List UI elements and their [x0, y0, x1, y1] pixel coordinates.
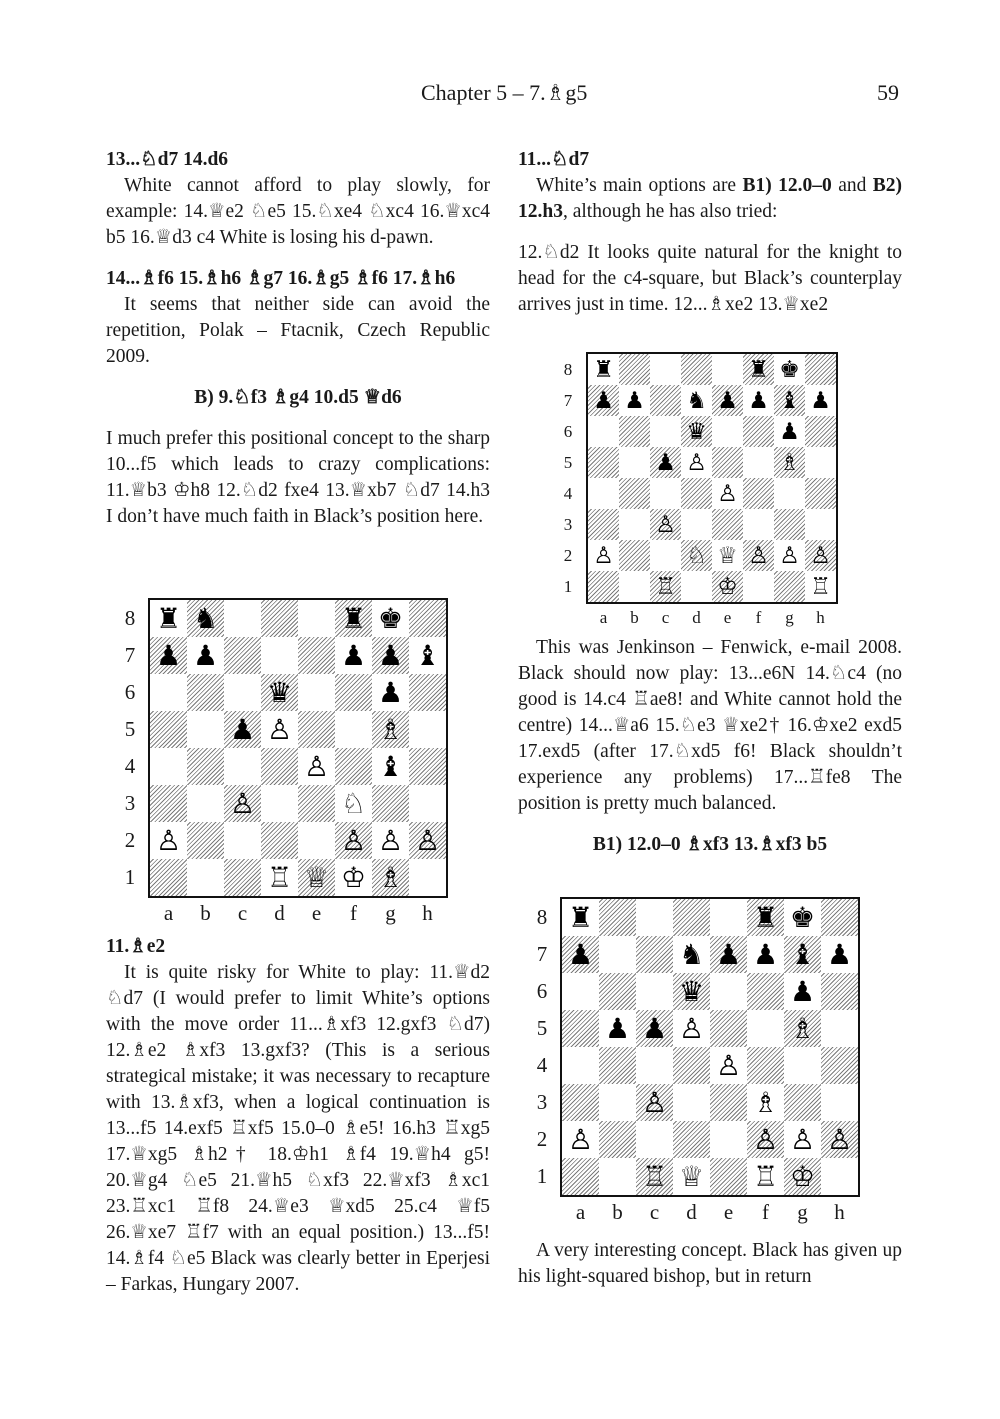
right-column-top: [518, 147, 902, 318]
board-square: [636, 1121, 673, 1158]
board-square: [588, 478, 619, 509]
board-square: [619, 571, 650, 602]
board-square: [150, 674, 187, 711]
paragraph: 12.♘d2 It looks quite natural for the knight to head for the c4-square, but Black’s counterplay arrives just in time. 12...♗xe2 13.♕xe2: [518, 242, 902, 315]
chess-piece: ♙: [340, 824, 367, 857]
chess-piece: ♟: [810, 387, 831, 414]
right-column-bottom: [518, 1238, 902, 1290]
board-square: [261, 785, 298, 822]
board-square: [650, 540, 681, 571]
rank-label: 7: [536, 942, 548, 966]
board-square: [224, 859, 261, 896]
board-square: [673, 899, 710, 936]
spacer: [518, 817, 902, 832]
board-square: [673, 1047, 710, 1084]
chess-piece: ♔: [340, 861, 367, 894]
chess-piece: ♞: [686, 387, 707, 414]
board-square: [187, 785, 224, 822]
board-square: [673, 1084, 710, 1121]
chess-piece: ♞: [192, 602, 219, 635]
chess-piece: ♖: [641, 1160, 668, 1193]
board-square: [712, 416, 743, 447]
board-square: [588, 447, 619, 478]
chess-board: [586, 352, 838, 604]
board-square: [619, 540, 650, 571]
board-square: [562, 973, 599, 1010]
board-square: [409, 785, 446, 822]
rank-label: 8: [563, 359, 573, 379]
board-square: [619, 447, 650, 478]
text-run: and: [831, 175, 873, 196]
board-square: [588, 509, 619, 540]
variation-ref: B2) 12.h3: [518, 175, 902, 222]
board-square: [261, 637, 298, 674]
board-square: [710, 1158, 747, 1195]
board-square: [187, 859, 224, 896]
rank-label: 2: [563, 545, 573, 565]
chess-piece: ♜: [567, 901, 594, 934]
chess-piece: ♘: [686, 542, 707, 569]
rank-label: 4: [124, 754, 136, 778]
board-square: [743, 447, 774, 478]
board-square: [743, 571, 774, 602]
board-square: [821, 1047, 858, 1084]
board-square: [224, 637, 261, 674]
board-square: [588, 571, 619, 602]
board-square: [743, 509, 774, 540]
file-label: d: [274, 901, 285, 925]
rank-label: 6: [563, 421, 573, 441]
chess-piece: ♜: [340, 602, 367, 635]
chess-piece: ♟: [789, 975, 816, 1008]
board-square: [681, 571, 712, 602]
chess-piece: ♜: [155, 602, 182, 635]
board-square: [710, 1121, 747, 1158]
chess-piece: ♘: [340, 787, 367, 820]
paragraph: White cannot afford to play slowly, for example: 14.♕e2 ♘e5 15.♘xe4 ♘xc4 16.♕xc4 b5 16.♕d3 c4 White is losing his d-pawn.: [106, 175, 490, 248]
spacer: [106, 370, 490, 385]
board-square: [150, 859, 187, 896]
chess-piece: ♙: [303, 750, 330, 783]
rank-label: 5: [563, 452, 573, 472]
file-label: b: [612, 1200, 623, 1224]
chess-piece: ♙: [655, 511, 676, 538]
board-square: [335, 674, 372, 711]
rank-label: 3: [563, 514, 573, 534]
board-square: [650, 416, 681, 447]
paragraph: It is quite risky for White to play: 11.♕d2 ♘d7 (I would prefer to limit White’s options with the move order 11...♗xf3 12.gxf3 ♘d7) 12.♗e2 ♗xf3 13.gxf3? (This is a serious strategical mistake; it was necessary to recapture with 13.♗xf3, when a logical continuation is 13...f5 14.exf5 ♖xf5 15.0–0 ♗e5! 16.h3 ♖xg5 17.♕xg5 ♗h2† 18.♔h1 ♗f4 19.♕h4 g5! 20.♕g4 ♘e5 21.♕h5 ♘xf3 22.♕xf3 ♗xc1 23.♖xc1 ♖f8 24.♕e3 ♕xd5 25.c4 ♕f5 26.♕xe7 ♖f7 with an equal position.) 13...f5! 14.♗f4 ♘e5 Black was clearly better in Eperjesi – Farkas, Hungary 2007.: [106, 962, 490, 1295]
board-square: [224, 748, 261, 785]
chess-piece: ♟: [604, 1012, 631, 1045]
board-square: [821, 1158, 858, 1195]
board-square: [636, 973, 673, 1010]
spacer: [518, 225, 902, 240]
board-square: [747, 1010, 784, 1047]
board-square: [599, 973, 636, 1010]
board-square: [298, 785, 335, 822]
chess-piece: ♛: [686, 418, 707, 445]
chess-piece: ♙: [377, 824, 404, 857]
chess-piece: ♟: [752, 938, 779, 971]
chess-piece: ♙: [678, 1012, 705, 1045]
chess-piece: ♙: [155, 824, 182, 857]
board-square: [774, 571, 805, 602]
chess-piece: ♙: [414, 824, 441, 857]
board-square: [681, 509, 712, 540]
chess-piece: ♙: [789, 1123, 816, 1156]
board-square: [224, 822, 261, 859]
file-label: f: [755, 607, 762, 627]
board-square: [224, 600, 261, 637]
board-square: [619, 354, 650, 385]
chess-piece: ♗: [789, 1012, 816, 1045]
board-square: [599, 1121, 636, 1158]
chess-piece: ♙: [779, 542, 800, 569]
chess-piece: ♕: [303, 861, 330, 894]
chess-piece: ♟: [155, 639, 182, 672]
board-square: [372, 785, 409, 822]
variation-ref: B1) 12.0–0: [742, 175, 832, 196]
rank-label: 1: [563, 576, 573, 596]
rank-label: 8: [124, 606, 136, 630]
right-column-middle: [518, 635, 902, 858]
board-square: [805, 447, 836, 478]
chapter-title: Chapter 5 – 7.♗g5: [421, 80, 588, 105]
chess-piece: ♙: [641, 1086, 668, 1119]
rank-label: 4: [536, 1053, 548, 1077]
board-square: [562, 1010, 599, 1047]
file-label: c: [661, 607, 670, 627]
chess-piece: ♟: [715, 938, 742, 971]
chess-piece: ♙: [686, 449, 707, 476]
board-square: [712, 509, 743, 540]
rank-label: 2: [536, 1127, 548, 1151]
paragraph: This was Jenkinson – Fenwick, e-mail 2008. Black should now play: 13...e6N 14.♘c4 (no good is 14.c4 ♖ae8! and White cannot hold the centre) 14...♕a6 15.♘e3 ♕xe2† 16.♔xe2 exd5 17.exd5 (after 17.♘xd5 f6! Black shouldn’t experience any problems) 17...♖fe8 The position is pretty much balanced.: [518, 637, 902, 814]
chess-piece: ♟: [826, 938, 853, 971]
paragraph: [518, 173, 902, 225]
board-square: [298, 637, 335, 674]
chess-piece: ♟: [641, 1012, 668, 1045]
board-square: [599, 1158, 636, 1195]
chess-piece: ♗: [752, 1086, 779, 1119]
board-square: [599, 899, 636, 936]
board-square: [187, 711, 224, 748]
paragraph: I much prefer this positional concept to the sharp 10...f5 which leads to crazy complications: 11.♕b3 ♔h8 12.♘d2 fxe4 13.♕xb7 ♘d7 14.h3 I don’t have much faith in Black’s position here.: [106, 428, 490, 527]
board-square: [562, 1158, 599, 1195]
board-square: [821, 899, 858, 936]
board-square: [636, 899, 673, 936]
board-square: [650, 478, 681, 509]
chess-piece: ♖: [655, 573, 676, 600]
board-square: [712, 447, 743, 478]
board-square: [261, 822, 298, 859]
chess-piece: ♙: [752, 1123, 779, 1156]
chess-piece: ♟: [655, 449, 676, 476]
board-square: [599, 1047, 636, 1084]
chess-piece: ♔: [789, 1160, 816, 1193]
board-square: [298, 674, 335, 711]
board-square: [636, 936, 673, 973]
board-square: [187, 674, 224, 711]
chess-piece: ♗: [377, 861, 404, 894]
file-label: c: [237, 901, 248, 925]
page-number: 59: [877, 80, 899, 105]
chess-piece: ♖: [266, 861, 293, 894]
rank-label: 5: [536, 1016, 548, 1040]
board-square: [821, 1084, 858, 1121]
file-label: f: [762, 1200, 769, 1224]
rank-label: 3: [536, 1090, 548, 1114]
chess-piece: ♚: [377, 602, 404, 635]
board-square: [619, 478, 650, 509]
chess-piece: ♙: [567, 1123, 594, 1156]
file-label: h: [816, 607, 825, 627]
rank-label: 7: [124, 643, 136, 667]
board-square: [562, 1084, 599, 1121]
board-square: [710, 1084, 747, 1121]
chess-piece: ♚: [779, 356, 800, 383]
board-square: [588, 416, 619, 447]
chess-board: [148, 598, 448, 898]
file-label: g: [785, 607, 794, 627]
board-square: [784, 1084, 821, 1121]
chess-piece: ♛: [266, 676, 293, 709]
file-label: h: [834, 1200, 845, 1224]
board-square: [187, 822, 224, 859]
board-square: [650, 354, 681, 385]
chess-piece: ♜: [752, 901, 779, 934]
file-label: a: [575, 1200, 586, 1224]
chess-piece: ♕: [717, 542, 738, 569]
board-square: [805, 416, 836, 447]
board-square: [619, 509, 650, 540]
board-square: [409, 748, 446, 785]
section-heading: B) 9.♘f3 ♗g4 10.d5 ♕d6: [194, 387, 402, 408]
file-label: e: [311, 901, 322, 925]
board-square: [619, 416, 650, 447]
chess-piece: ♟: [567, 938, 594, 971]
chess-piece: ♖: [810, 573, 831, 600]
chess-piece: ♙: [715, 1049, 742, 1082]
rank-label: 7: [563, 390, 573, 410]
move-heading: 11...♘d7: [518, 149, 590, 170]
move-heading: 14...♗f6 15.♗h6 ♗g7 16.♗g5 ♗f6 17.♗h6: [106, 268, 456, 289]
move-heading: 11.♗e2: [106, 936, 166, 957]
board-square: [562, 1047, 599, 1084]
board-square: [650, 385, 681, 416]
text-run: White’s main options are: [536, 175, 743, 196]
chess-piece: ♝: [414, 639, 441, 672]
chess-piece: ♚: [789, 901, 816, 934]
chess-piece: ♗: [779, 449, 800, 476]
section-heading: B1) 12.0–0 ♗xf3 13.♗xf3 b5: [592, 834, 828, 855]
chess-piece: ♟: [717, 387, 738, 414]
board-square: [805, 354, 836, 385]
board-square: [409, 600, 446, 637]
board-square: [261, 748, 298, 785]
board-square: [743, 478, 774, 509]
file-label: b: [630, 607, 639, 627]
rank-label: 2: [124, 828, 136, 852]
board-square: [710, 973, 747, 1010]
chess-piece: ♟: [593, 387, 614, 414]
chess-piece: ♟: [779, 418, 800, 445]
board-square: [673, 1121, 710, 1158]
board-square: [150, 748, 187, 785]
chess-piece: ♛: [678, 975, 705, 1008]
board-square: [710, 899, 747, 936]
board-square: [712, 354, 743, 385]
spacer: [106, 251, 490, 266]
board-square: [805, 478, 836, 509]
board-square: [599, 1084, 636, 1121]
chess-piece: ♝: [377, 750, 404, 783]
board-square: [150, 711, 187, 748]
chess-piece: ♟: [624, 387, 645, 414]
paragraph: It seems that neither side can avoid the repetition, Polak – Ftacnik, Czech Republic 2009.: [106, 294, 490, 367]
rank-label: 1: [124, 865, 136, 889]
file-label: c: [649, 1200, 660, 1224]
chess-piece: ♟: [748, 387, 769, 414]
chess-piece: ♝: [779, 387, 800, 414]
file-label: d: [686, 1200, 697, 1224]
board-square: [298, 822, 335, 859]
board-square: [409, 674, 446, 711]
chess-piece: ♙: [826, 1123, 853, 1156]
rank-label: 3: [124, 791, 136, 815]
board-square: [224, 674, 261, 711]
board-square: [409, 859, 446, 896]
chess-piece: ♟: [340, 639, 367, 672]
board-square: [774, 478, 805, 509]
file-label: e: [723, 607, 732, 627]
chess-piece: ♕: [678, 1160, 705, 1193]
board-square: [298, 711, 335, 748]
chess-piece: ♙: [748, 542, 769, 569]
board-square: [743, 416, 774, 447]
board-square: [747, 973, 784, 1010]
board-square: [187, 748, 224, 785]
spacer: [106, 411, 490, 426]
rank-label: 6: [124, 680, 136, 704]
board-square: [599, 936, 636, 973]
board-square: [150, 785, 187, 822]
file-label: d: [692, 607, 701, 627]
file-label: g: [385, 901, 396, 925]
rank-label: 4: [563, 483, 573, 503]
board-square: [774, 509, 805, 540]
board-square: [636, 1047, 673, 1084]
chess-piece: ♙: [593, 542, 614, 569]
board-square: [681, 354, 712, 385]
chess-piece: ♟: [192, 639, 219, 672]
board-square: [298, 600, 335, 637]
chess-piece: ♟: [229, 713, 256, 746]
chess-board: [560, 897, 860, 1197]
board-square: [821, 973, 858, 1010]
board-square: [335, 748, 372, 785]
chess-piece: ♜: [593, 356, 614, 383]
rank-label: 8: [536, 905, 548, 929]
left-column-bottom: [106, 934, 490, 1298]
board-square: [821, 1010, 858, 1047]
rank-label: 5: [124, 717, 136, 741]
rank-label: 1: [536, 1164, 548, 1188]
board-square: [409, 711, 446, 748]
paragraph: A very interesting concept. Black has given up his light-squared bishop, but in return: [518, 1240, 902, 1287]
board-square: [681, 478, 712, 509]
file-label: a: [163, 901, 174, 925]
file-label: b: [200, 901, 211, 925]
board-square: [710, 1010, 747, 1047]
chess-piece: ♙: [810, 542, 831, 569]
chess-piece: ♟: [377, 676, 404, 709]
chess-piece: ♟: [377, 639, 404, 672]
board-square: [335, 711, 372, 748]
chess-piece: ♖: [752, 1160, 779, 1193]
chess-piece: ♙: [266, 713, 293, 746]
board-square: [261, 600, 298, 637]
board-square: [747, 1047, 784, 1084]
file-label: a: [599, 607, 608, 627]
file-label: h: [422, 901, 433, 925]
file-label: g: [797, 1200, 808, 1224]
chess-piece: ♝: [789, 938, 816, 971]
text-run: , although he has also tried:: [562, 201, 778, 222]
chess-piece: ♞: [678, 938, 705, 971]
chess-piece: ♜: [748, 356, 769, 383]
left-column-top: [106, 147, 490, 530]
board-square: [805, 509, 836, 540]
chess-piece: ♙: [229, 787, 256, 820]
file-label: e: [723, 1200, 734, 1224]
rank-label: 6: [536, 979, 548, 1003]
board-square: [784, 1047, 821, 1084]
move-heading: 13...♘d7 14.d6: [106, 149, 229, 170]
chess-piece: ♙: [717, 480, 738, 507]
chess-piece: ♔: [717, 573, 738, 600]
file-label: f: [350, 901, 357, 925]
chess-piece: ♗: [377, 713, 404, 746]
